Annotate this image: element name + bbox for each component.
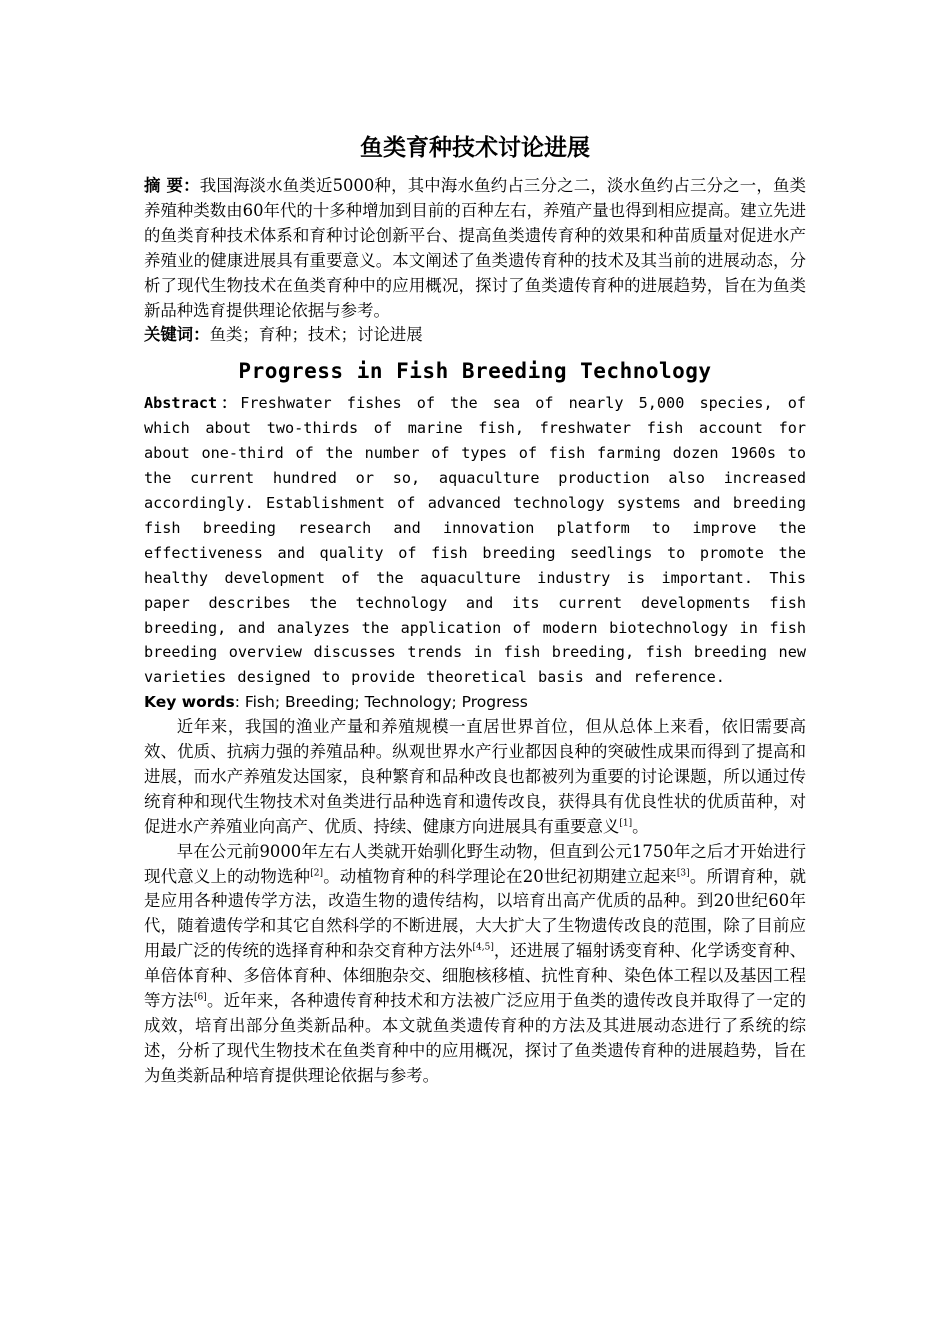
body-paragraph-2-text-d: ，还进展了辐射诱变育种、化学诱变育种、单倍体育种、多倍体育种、体细胞杂交、细胞核移植、抗性育种、染色体工程以及基因工程等方法 [144, 941, 807, 1011]
document-page [144, 128, 806, 1089]
chinese-abstract-label: 摘 要： [144, 176, 200, 195]
english-keywords [144, 690, 806, 715]
citation-ref: [4,5] [472, 942, 494, 953]
body-paragraph-2-text-c: 。所谓育种，就是应用各种遗传学方法，改造生物的遗传结构，以培育出高产优质的品种。到20世纪60年代，随着遗传学和其它自然科学的不断进展，大大扩大了生物遗传改良的范围，除了目前应用最广泛的传统的选择育种和杂交育种方法外 [144, 866, 807, 961]
english-keywords-label: Key words [144, 693, 235, 712]
chinese-abstract-text: 我国海淡水鱼类近5000种，其中海水鱼约占三分之二，淡水鱼约占三分之一，鱼类养殖种类数由60年代的十多种增加到目前的百种左右，养殖产量也得到相应提高。建立先进的鱼类育种技术体系和育种讨论创新平台、提高鱼类遗传育种的效果和种苗质量对促进水产养殖业的健康进展具有重要意义。本文阐述了鱼类遗传育种的技术及其当前的进展动态，分析了现代生物技术在鱼类育种中的应用概况，探讨了鱼类遗传育种的进展趋势，旨在为鱼类新品种选育提供理论依据与参考。 [144, 176, 806, 320]
chinese-keywords [144, 323, 806, 348]
english-title: Progress in Fish Breeding Technology [238, 359, 712, 384]
citation-ref: [6] [193, 992, 207, 1003]
body-paragraph-2-text-b: 。动植物育种的科学理论在20世纪初期建立起来 [323, 866, 677, 886]
citation-ref: [2] [310, 868, 324, 879]
body-paragraph-2-text-e: 。近年来，各种遗传育种技术和方法被广泛应用于鱼类的遗传改良并取得了一定的成效，培育出部分鱼类新品种。本文就鱼类遗传育种的方法及其进展动态进行了系统的综述，分析了现代生物技术在鱼类育种中的应用概况，探讨了鱼类遗传育种的进展趋势，旨在为鱼类新品种培育提供理论依据与参考。 [144, 991, 807, 1085]
body-paragraph-1-text: 近年来，我国的渔业产量和养殖规模一直居世界首位，但从总体上来看，依旧需要高效、优质、抗病力强的养殖品种。纵观世界水产行业都因良种的突破性成果而得到了提高和进展，而水产养殖发达国家，良种繁育和品种改良也都被列为重要的讨论课题，所以通过传统育种和现代生物技术对鱼类进行品种选育和遗传改良，获得具有优良性状的优质苗种，对促进水产养殖业向高产、优质、持续、健康方向进展具有重要意义 [144, 717, 806, 836]
citation-ref: [1] [619, 818, 633, 829]
body-paragraph-2 [144, 840, 806, 1089]
body-paragraph-1-end: 。 [632, 816, 649, 836]
english-keywords-text: : Fish; Breeding; Technology; Progress [234, 693, 528, 712]
chinese-abstract [144, 174, 806, 323]
chinese-keywords-text: 鱼类；育种；技术；讨论进展 [209, 325, 423, 345]
body-paragraph-1 [144, 715, 806, 840]
english-abstract-text: Freshwater fishes of the sea of nearly 5,000 species, of which about two-thirds of marine fish, freshwater fish account for about one-third of the number of types of fish farming dozen 1960s to the current hundred or so, aquaculture production also increased accordingly. Establishment of advanced technology systems and breeding fish breeding research and innovation platform to improve the effectiveness and quality of fish breeding seedlings to promote the healthy development of the aquaculture industry is important. This paper describes the technology and its current developments fish breeding, and analyzes the application of modern biotechnology in fish breeding overview discusses trends in fish breeding, fish breeding new varieties designed to provide theoretical basis and reference. [144, 394, 806, 687]
citation-ref: [3] [676, 868, 690, 879]
chinese-keywords-label: 关键词： [144, 325, 210, 345]
english-abstract-label: Abstract： [144, 394, 241, 413]
body-paragraph-2-text-a: 早在公元前9000年左右人类就开始驯化野生动物，但直到公元1750年之后才开始进行现代意义上的动物选种 [144, 841, 806, 886]
english-abstract [144, 391, 806, 690]
chinese-title: 鱼类育种技术讨论进展 [360, 135, 590, 161]
